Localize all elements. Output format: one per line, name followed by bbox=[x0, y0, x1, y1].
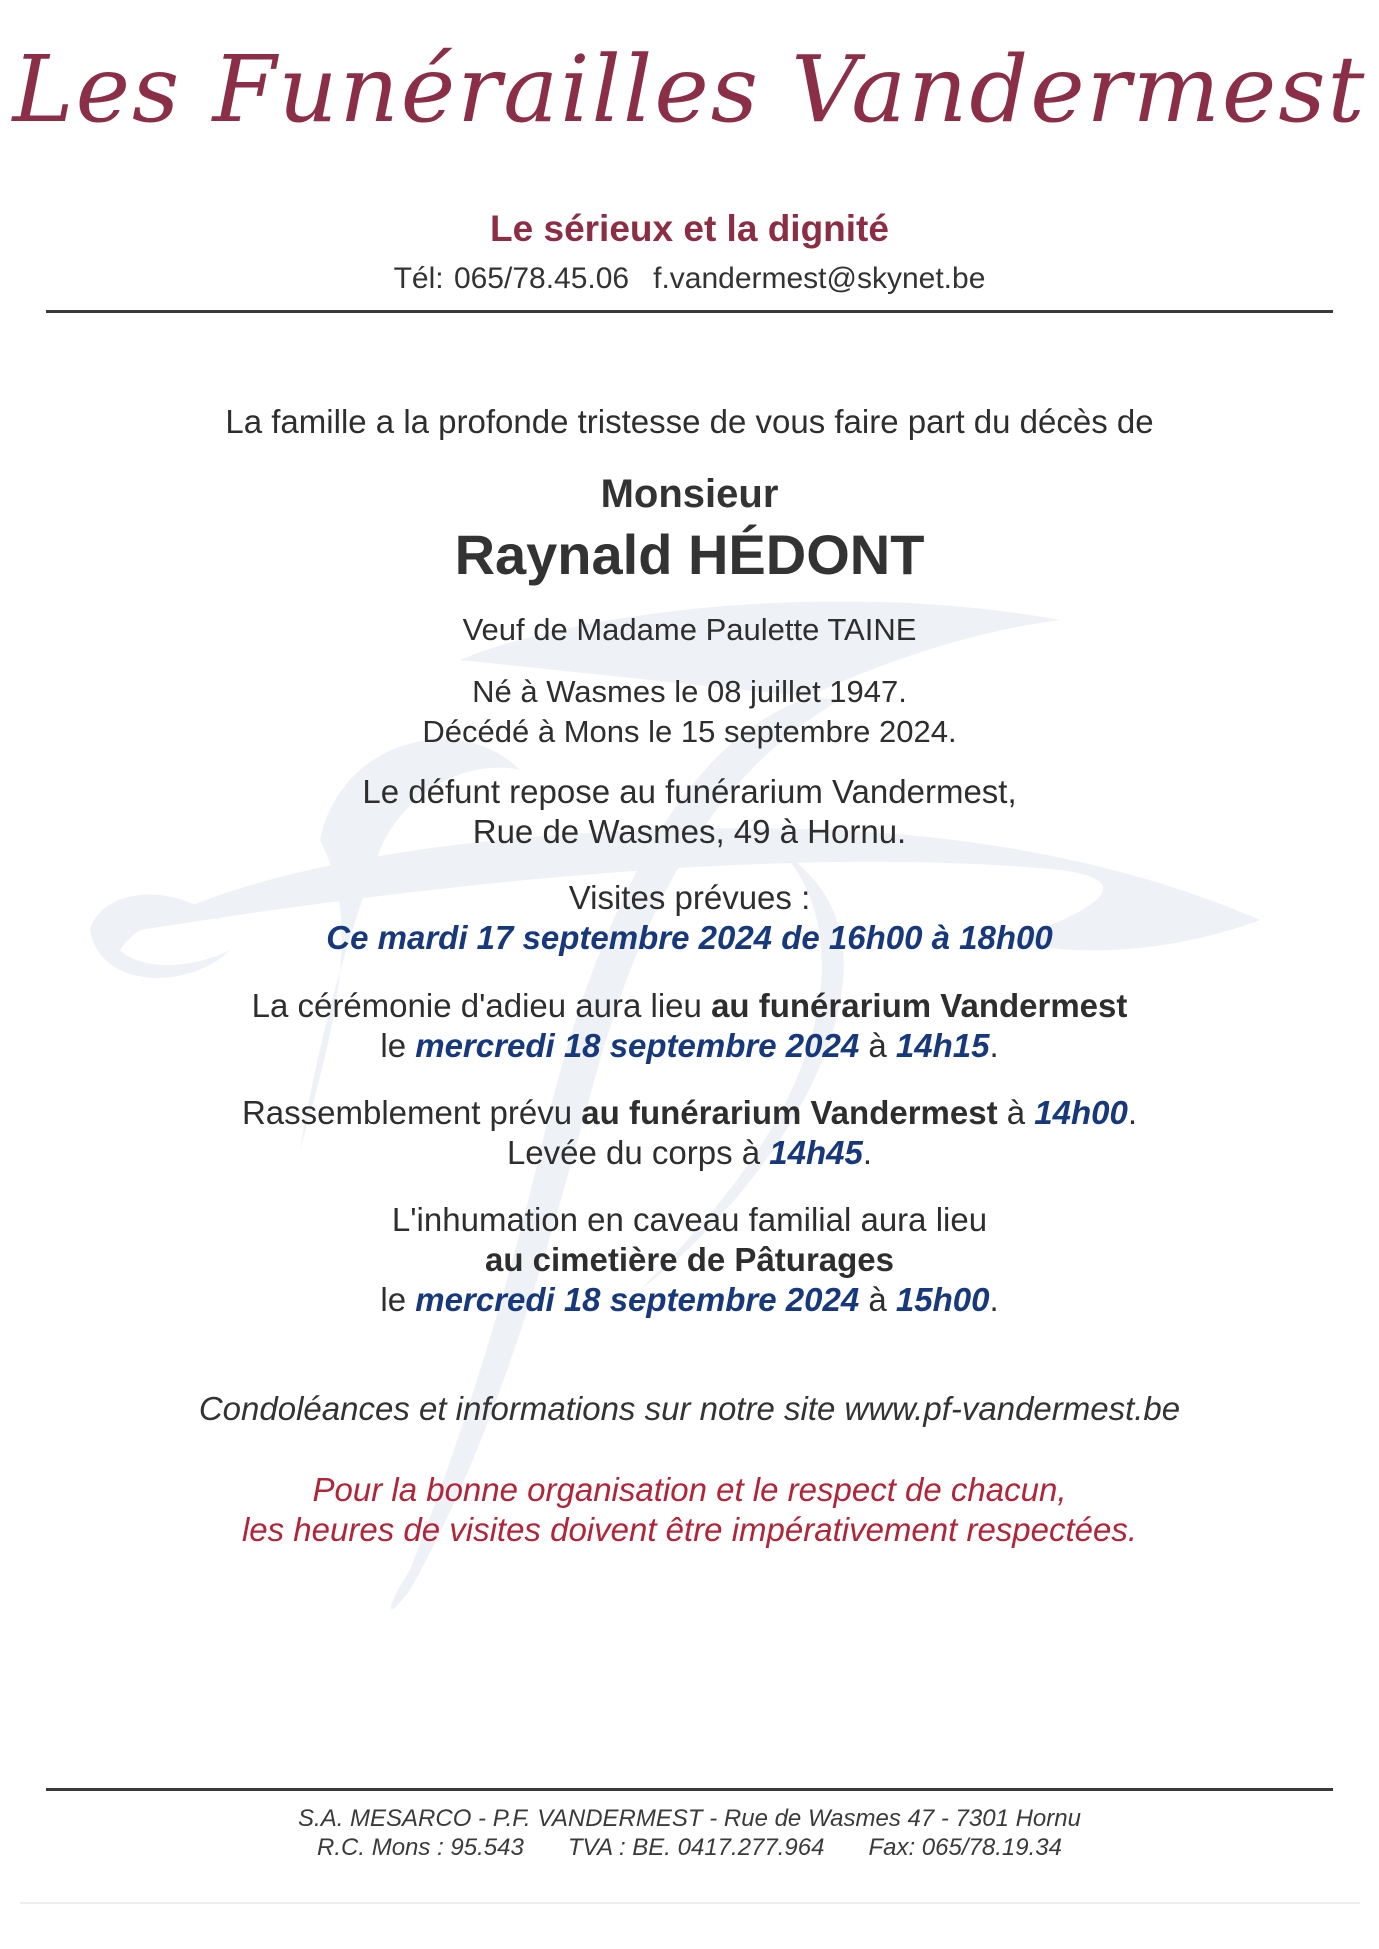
footer-rc: R.C. Mons : 95.543 bbox=[317, 1834, 524, 1861]
ceremony-time: 14h15 bbox=[895, 1027, 990, 1064]
phone-number: Tél: 065/78.45.06 bbox=[393, 262, 630, 295]
gathering-block bbox=[0, 1093, 1379, 1173]
ceremony-date: mercredi 18 septembre 2024 bbox=[415, 1027, 860, 1064]
company-footer bbox=[0, 1804, 1379, 1862]
ceremony-le: le bbox=[380, 1027, 416, 1064]
honorific: Monsieur bbox=[600, 472, 779, 516]
death-line: Décédé à Mons le 15 septembre 2024. bbox=[422, 714, 957, 749]
footer-divider bbox=[46, 1788, 1333, 1791]
visits-time: Ce mardi 17 septembre 2024 de 16h00 à 18h00 bbox=[326, 919, 1053, 956]
notice-line-2: les heures de visites doivent être impérativement respectées. bbox=[241, 1511, 1138, 1548]
levee-time: 14h45 bbox=[769, 1134, 863, 1171]
resting-line-2: Rue de Wasmes, 49 à Hornu. bbox=[472, 813, 907, 850]
company-logo: Les Funérailles Vandermest bbox=[12, 36, 1367, 143]
levee-end: . bbox=[862, 1134, 873, 1171]
notice-line-1: Pour la bonne organisation et le respect de chacun, bbox=[312, 1471, 1067, 1508]
resting-line-1: Le défunt repose au funérarium Vandermest, bbox=[362, 773, 1017, 810]
intro-text: La famille a la profonde tristesse de vous faire part du décès de bbox=[225, 403, 1154, 440]
ceremony-place: au funérarium Vandermest bbox=[711, 987, 1128, 1024]
burial-a: à bbox=[859, 1281, 896, 1318]
burial-end: . bbox=[989, 1281, 999, 1318]
gathering-end: . bbox=[1127, 1094, 1138, 1131]
page-edge-line bbox=[20, 1902, 1360, 1904]
birth-line: Né à Wasmes le 08 juillet 1947. bbox=[472, 674, 907, 709]
burial-block bbox=[0, 1200, 1379, 1320]
footer-fax: Fax: 065/78.19.34 bbox=[868, 1834, 1062, 1861]
ceremony-block bbox=[0, 986, 1379, 1066]
footer-address: S.A. MESARCO - P.F. VANDERMEST - Rue de Wasmes 47 - 7301 Hornu bbox=[298, 1805, 1081, 1832]
burial-date: mercredi 18 septembre 2024 bbox=[415, 1281, 860, 1318]
visits-label: Visites prévues : bbox=[568, 879, 811, 916]
burial-le: le bbox=[380, 1281, 416, 1318]
levee-pre: Levée du corps à bbox=[506, 1134, 770, 1171]
ceremony-a: à bbox=[859, 1027, 896, 1064]
condolences-text: Condoléances et informations sur notre site www.pf-vandermest.be bbox=[198, 1390, 1181, 1427]
header-divider bbox=[46, 310, 1333, 313]
deceased-name: Raynald HÉDONT bbox=[454, 523, 925, 586]
burial-time: 15h00 bbox=[895, 1281, 990, 1318]
gathering-pre: Rassemblement prévu bbox=[241, 1094, 582, 1131]
footer-tva: TVA : BE. 0417.277.964 bbox=[567, 1834, 825, 1861]
resting-place bbox=[0, 772, 1379, 852]
widower-line: Veuf de Madame Paulette TAINE bbox=[462, 612, 917, 647]
slogan: Le sérieux et la dignité bbox=[490, 208, 889, 249]
burial-line-1: L'inhumation en caveau familial aura lieu bbox=[391, 1201, 988, 1238]
gathering-place: au funérarium Vandermest bbox=[581, 1094, 998, 1131]
ceremony-pre: La cérémonie d'adieu aura lieu bbox=[251, 987, 712, 1024]
contact-info bbox=[0, 262, 1379, 296]
gathering-time: 14h00 bbox=[1034, 1094, 1128, 1131]
visiting-notice bbox=[0, 1470, 1379, 1550]
gathering-a: à bbox=[997, 1094, 1035, 1131]
burial-place: au cimetière de Pâturages bbox=[484, 1241, 895, 1278]
ceremony-end: . bbox=[989, 1027, 999, 1064]
birth-death-info bbox=[0, 672, 1379, 752]
visits-block bbox=[0, 878, 1379, 958]
email-address: f.vandermest@skynet.be bbox=[653, 262, 986, 295]
